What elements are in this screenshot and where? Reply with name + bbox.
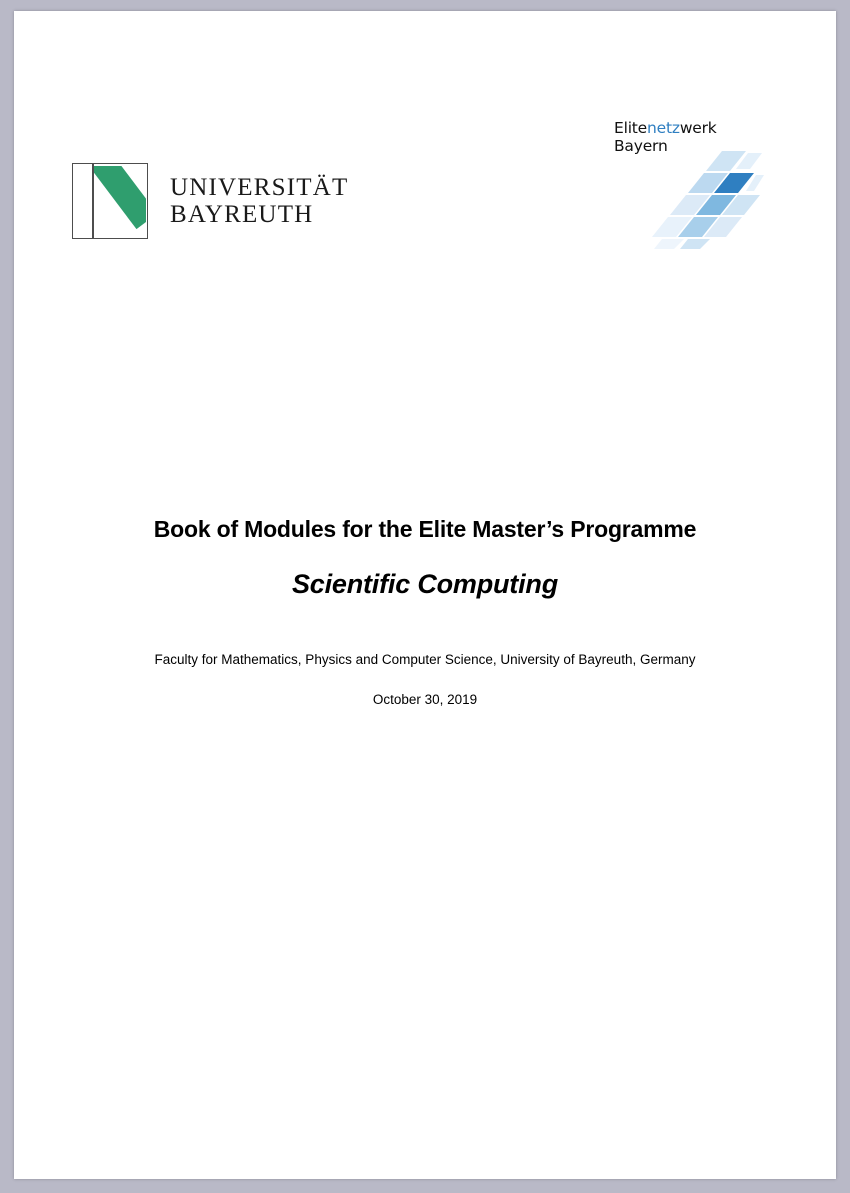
page-subtitle: Scientific Computing bbox=[291, 569, 558, 599]
elitenetzwerk-wordmark-line1 bbox=[614, 119, 764, 137]
affiliation-text: Faculty for Mathematics, Physics and Computer Science, University of Bayreuth, Germany bbox=[154, 652, 696, 667]
university-wordmark-line1: UNIVERSITÄT bbox=[170, 174, 349, 201]
elitenetzwerk-wordmark-line2: Bayern bbox=[614, 137, 668, 156]
university-of-bayreuth-logo bbox=[72, 163, 348, 239]
elitenetzwerk-line1-part2: werk bbox=[679, 119, 717, 137]
elitenetzwerk-bayern-logo bbox=[614, 119, 764, 249]
elitenetzwerk-line1-part1: Elite bbox=[614, 119, 648, 137]
page-title: Book of Modules for the Elite Master’s Programme bbox=[153, 516, 697, 542]
document-page bbox=[14, 11, 836, 1179]
title-block bbox=[14, 516, 836, 707]
document-date: October 30, 2019 bbox=[372, 692, 478, 707]
elitenetzwerk-line1-accent: netz bbox=[647, 119, 680, 137]
university-wordmark bbox=[170, 174, 348, 228]
university-wordmark-line2: BAYREUTH bbox=[170, 201, 314, 228]
elitenetzwerk-diamond-graphic-icon bbox=[652, 149, 764, 249]
university-logo-mark-icon bbox=[72, 163, 148, 239]
